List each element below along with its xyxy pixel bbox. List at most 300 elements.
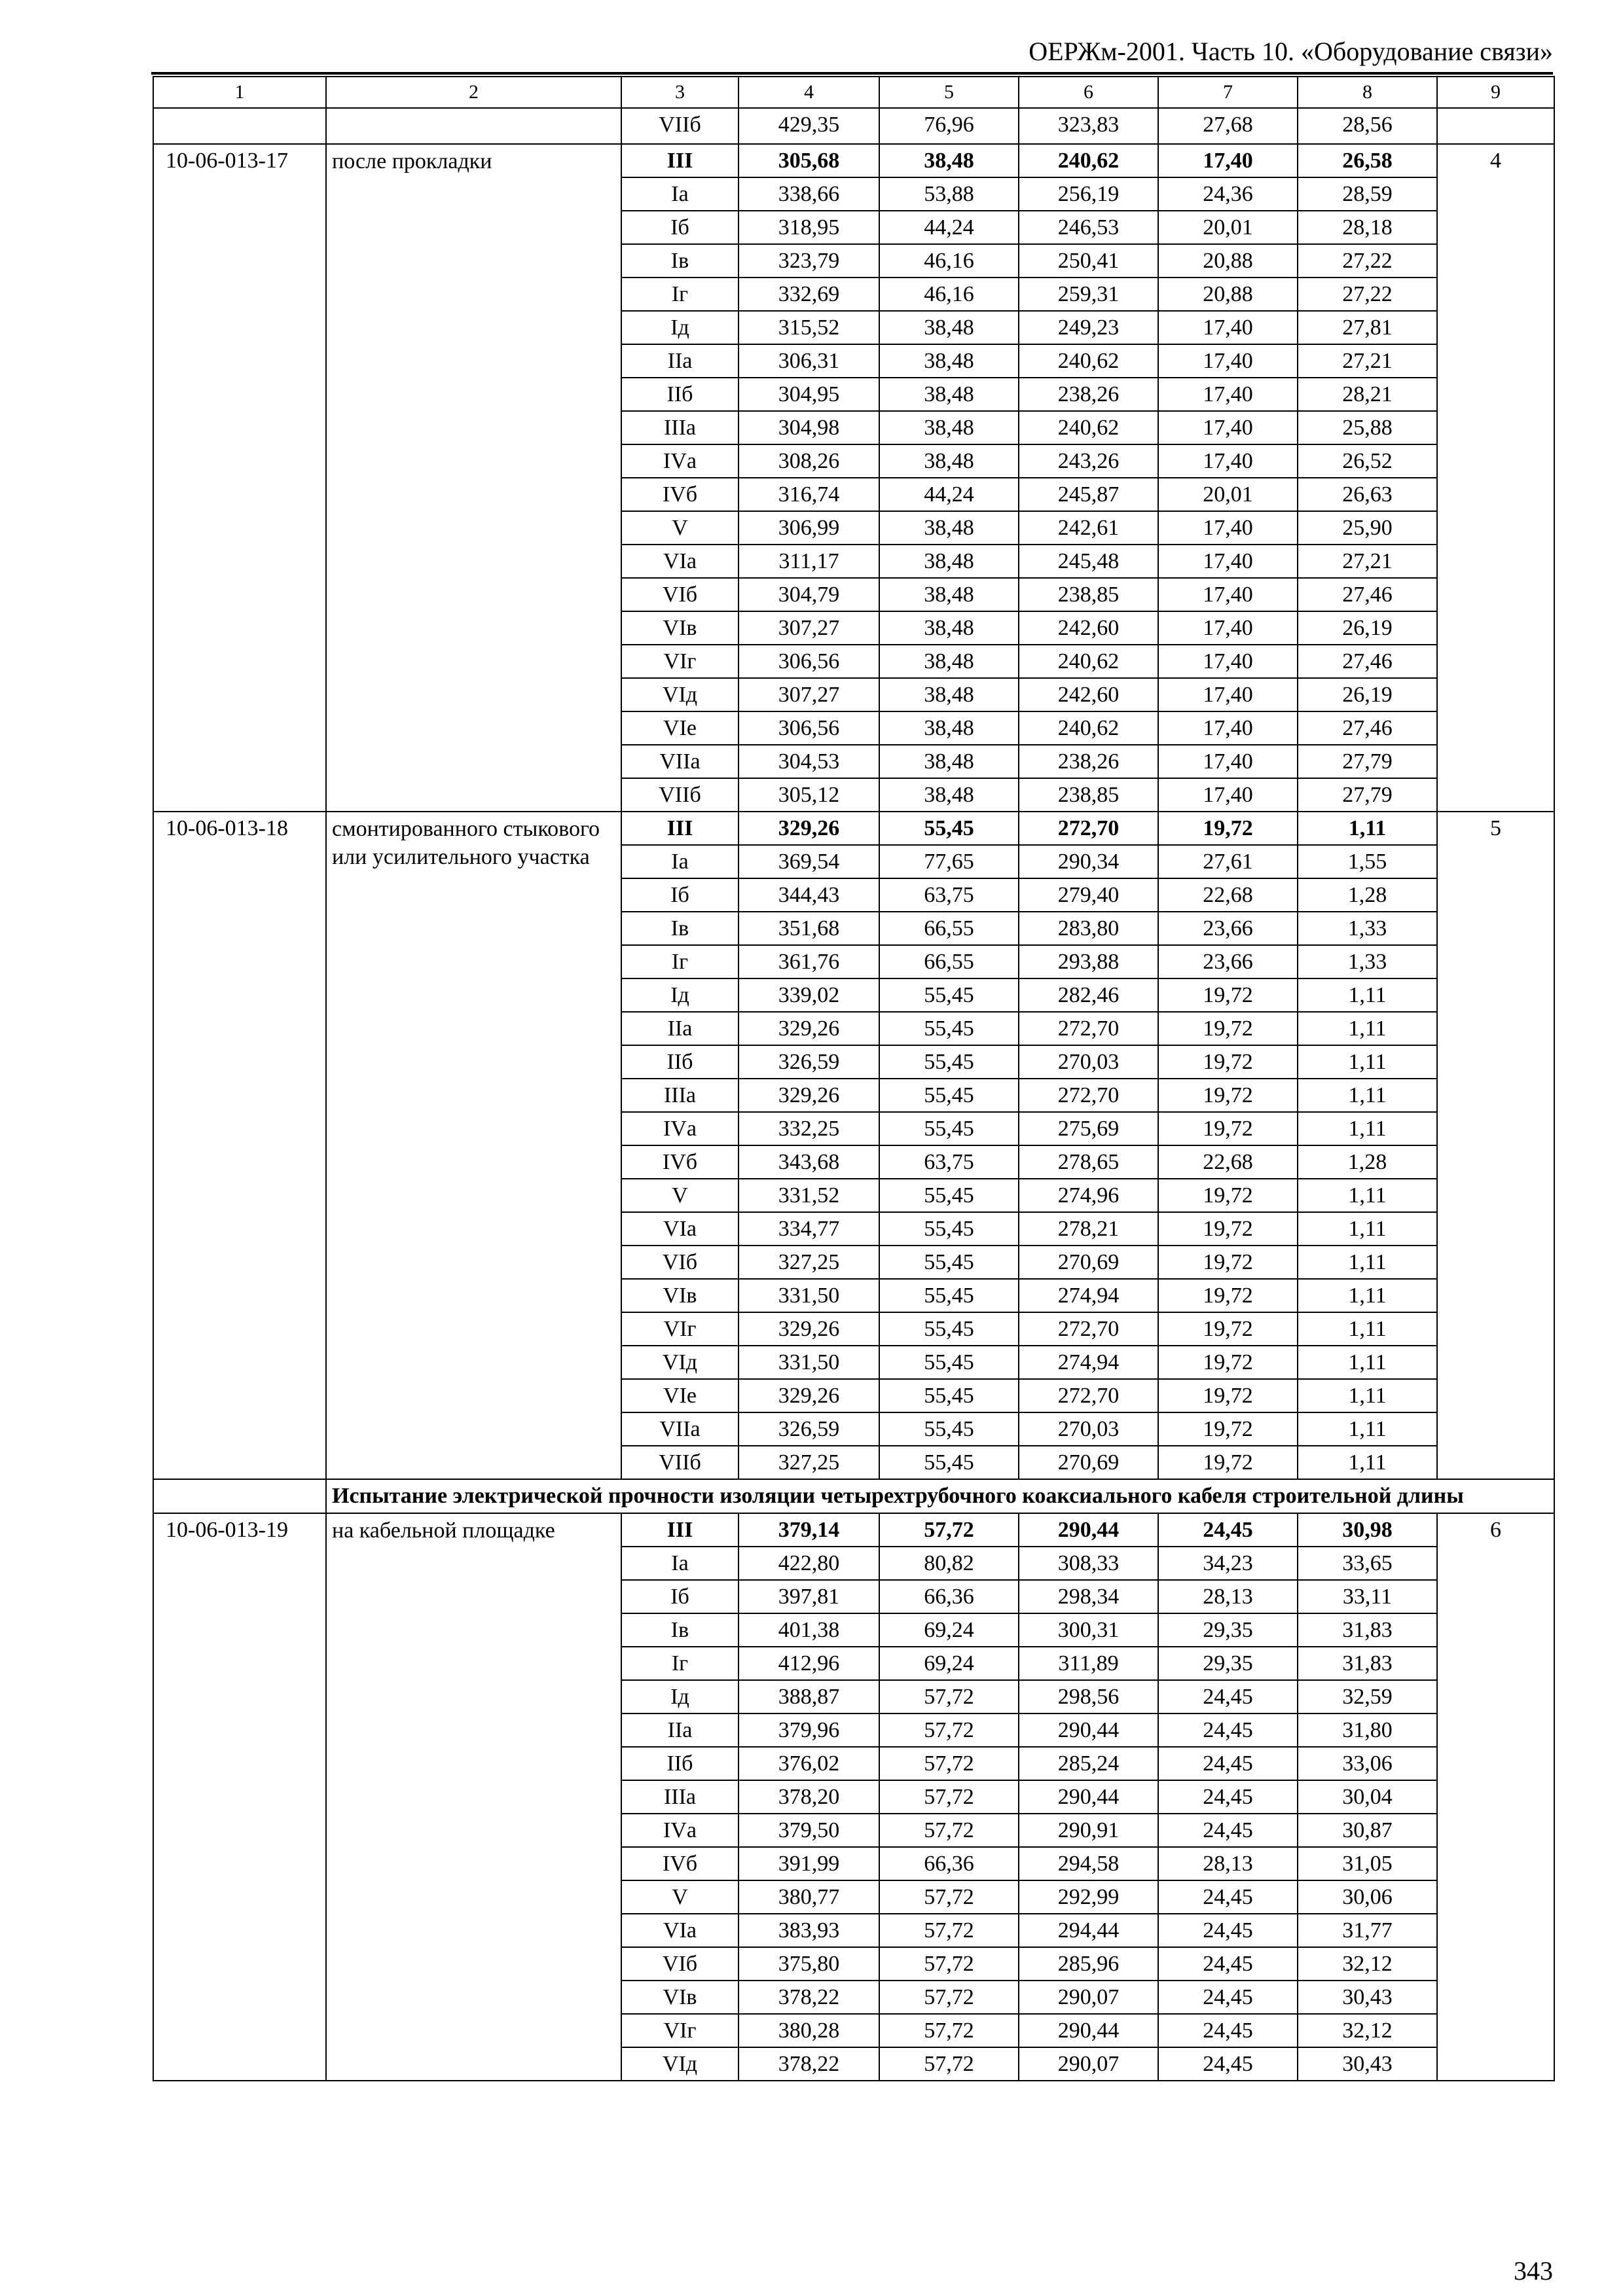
value-cell: 22,68 bbox=[1158, 878, 1298, 912]
region-cell: V bbox=[621, 1179, 739, 1212]
value-cell: 270,69 bbox=[1019, 1246, 1158, 1279]
value-cell: 32,59 bbox=[1298, 1680, 1437, 1713]
value-cell: 26,52 bbox=[1298, 444, 1437, 478]
value-cell: 57,72 bbox=[879, 1513, 1019, 1547]
value-cell: 57,72 bbox=[879, 1981, 1019, 2014]
value-cell: 290,91 bbox=[1019, 1814, 1158, 1847]
value-cell: 57,72 bbox=[879, 1680, 1019, 1713]
value-cell: 57,72 bbox=[879, 2047, 1019, 2081]
region-cell: IIIа bbox=[621, 1079, 739, 1112]
value-cell: 379,50 bbox=[739, 1814, 879, 1847]
region-cell: VIд bbox=[621, 2047, 739, 2081]
value-cell: 19,72 bbox=[1158, 1079, 1298, 1112]
region-cell: IIа bbox=[621, 344, 739, 378]
value-cell: 77,65 bbox=[879, 845, 1019, 878]
value-cell: 38,48 bbox=[879, 745, 1019, 778]
value-cell: 57,72 bbox=[879, 1814, 1019, 1847]
value-cell: 38,48 bbox=[879, 378, 1019, 411]
value-cell: 326,59 bbox=[739, 1045, 879, 1079]
value-cell: 55,45 bbox=[879, 1079, 1019, 1112]
value-cell: 290,07 bbox=[1019, 2047, 1158, 2081]
region-cell: IVб bbox=[621, 478, 739, 511]
region-cell: VIд bbox=[621, 1346, 739, 1379]
value-cell: 293,88 bbox=[1019, 945, 1158, 978]
price-table bbox=[153, 76, 1555, 2081]
value-cell: 22,68 bbox=[1158, 1145, 1298, 1179]
value-cell: 285,24 bbox=[1019, 1747, 1158, 1780]
value-cell: 27,79 bbox=[1298, 778, 1437, 812]
value-cell: 331,50 bbox=[739, 1279, 879, 1312]
value-cell: 429,35 bbox=[739, 108, 879, 144]
region-cell: Iб bbox=[621, 211, 739, 244]
region-cell: IVб bbox=[621, 1145, 739, 1179]
value-cell: 30,43 bbox=[1298, 2047, 1437, 2081]
value-cell: 270,03 bbox=[1019, 1045, 1158, 1079]
region-cell: III bbox=[621, 144, 739, 177]
value-cell: 55,45 bbox=[879, 1446, 1019, 1479]
region-cell: IVа bbox=[621, 1112, 739, 1145]
value-cell: 55,45 bbox=[879, 1112, 1019, 1145]
region-cell: Iд bbox=[621, 978, 739, 1012]
value-cell: 298,56 bbox=[1019, 1680, 1158, 1713]
value-cell: 19,72 bbox=[1158, 812, 1298, 845]
region-cell: VIв bbox=[621, 611, 739, 645]
value-cell: 55,45 bbox=[879, 1012, 1019, 1045]
value-cell: 270,69 bbox=[1019, 1446, 1158, 1479]
value-cell: 1,11 bbox=[1298, 1012, 1437, 1045]
region-cell: IIIа bbox=[621, 1780, 739, 1814]
table-row bbox=[153, 812, 1554, 845]
region-cell: Iб bbox=[621, 1580, 739, 1613]
region-cell: IIб bbox=[621, 378, 739, 411]
region-cell: VIб bbox=[621, 578, 739, 611]
value-cell: 1,11 bbox=[1298, 1346, 1437, 1379]
value-cell: 380,77 bbox=[739, 1880, 879, 1914]
region-cell: VIг bbox=[621, 1312, 739, 1346]
value-cell: 300,31 bbox=[1019, 1613, 1158, 1647]
section-spacer bbox=[153, 1479, 326, 1513]
value-cell: 63,75 bbox=[879, 878, 1019, 912]
value-cell: 270,03 bbox=[1019, 1412, 1158, 1446]
value-cell: 290,34 bbox=[1019, 845, 1158, 878]
page-number: 343 bbox=[1514, 2256, 1553, 2286]
value-cell: 332,69 bbox=[739, 278, 879, 311]
value-cell: 305,68 bbox=[739, 144, 879, 177]
value-cell: 23,66 bbox=[1158, 912, 1298, 945]
value-cell: 28,13 bbox=[1158, 1580, 1298, 1613]
value-cell: 25,90 bbox=[1298, 511, 1437, 545]
value-cell: 1,11 bbox=[1298, 1112, 1437, 1145]
value-cell: 19,72 bbox=[1158, 1179, 1298, 1212]
value-cell: 308,26 bbox=[739, 444, 879, 478]
value-cell: 19,72 bbox=[1158, 1212, 1298, 1246]
value-cell: 55,45 bbox=[879, 1279, 1019, 1312]
value-cell: 327,25 bbox=[739, 1446, 879, 1479]
region-cell: VIIа bbox=[621, 1412, 739, 1446]
region-cell: Iв bbox=[621, 912, 739, 945]
running-header: ОЕРЖм-2001. Часть 10. «Оборудование связи» bbox=[1029, 37, 1553, 66]
region-cell: Iа bbox=[621, 177, 739, 211]
code-cell bbox=[153, 108, 326, 144]
value-cell: 23,66 bbox=[1158, 945, 1298, 978]
value-cell: 1,11 bbox=[1298, 1246, 1437, 1279]
value-cell: 338,66 bbox=[739, 177, 879, 211]
value-cell: 397,81 bbox=[739, 1580, 879, 1613]
value-cell: 323,83 bbox=[1019, 108, 1158, 144]
value-cell: 66,55 bbox=[879, 912, 1019, 945]
value-cell: 298,34 bbox=[1019, 1580, 1158, 1613]
value-cell: 28,13 bbox=[1158, 1847, 1298, 1880]
region-cell: IVа bbox=[621, 444, 739, 478]
region-cell: IIа bbox=[621, 1012, 739, 1045]
value-cell: 55,45 bbox=[879, 1246, 1019, 1279]
value-cell: 238,26 bbox=[1019, 745, 1158, 778]
value-cell: 1,11 bbox=[1298, 1412, 1437, 1446]
value-cell: 378,22 bbox=[739, 1981, 879, 2014]
value-cell: 46,16 bbox=[879, 244, 1019, 278]
value-cell: 44,24 bbox=[879, 478, 1019, 511]
region-cell: IVа bbox=[621, 1814, 739, 1847]
value-cell: 26,19 bbox=[1298, 678, 1437, 711]
value-cell: 304,53 bbox=[739, 745, 879, 778]
value-cell: 28,59 bbox=[1298, 177, 1437, 211]
region-cell: VIIб bbox=[621, 108, 739, 144]
value-cell: 55,45 bbox=[879, 1179, 1019, 1212]
value-cell: 311,17 bbox=[739, 545, 879, 578]
value-cell: 19,72 bbox=[1158, 1346, 1298, 1379]
value-cell: 306,56 bbox=[739, 645, 879, 678]
value-cell: 1,11 bbox=[1298, 1312, 1437, 1346]
value-cell: 323,79 bbox=[739, 244, 879, 278]
value-cell: 388,87 bbox=[739, 1680, 879, 1713]
value-cell: 28,21 bbox=[1298, 378, 1437, 411]
value-cell: 308,33 bbox=[1019, 1547, 1158, 1580]
value-cell: 375,80 bbox=[739, 1947, 879, 1981]
value-cell: 245,48 bbox=[1019, 545, 1158, 578]
name-cell: смонтированного стыкового или усилительного участка bbox=[326, 812, 621, 1479]
value-cell: 31,80 bbox=[1298, 1713, 1437, 1747]
value-cell: 17,40 bbox=[1158, 344, 1298, 378]
value-cell: 240,62 bbox=[1019, 344, 1158, 378]
value-cell: 27,81 bbox=[1298, 311, 1437, 344]
value-cell: 278,65 bbox=[1019, 1145, 1158, 1179]
value-cell: 305,12 bbox=[739, 778, 879, 812]
value-cell: 26,63 bbox=[1298, 478, 1437, 511]
region-cell: VIIб bbox=[621, 1446, 739, 1479]
value-cell: 19,72 bbox=[1158, 978, 1298, 1012]
value-cell: 259,31 bbox=[1019, 278, 1158, 311]
value-cell: 240,62 bbox=[1019, 711, 1158, 745]
value-cell: 27,79 bbox=[1298, 745, 1437, 778]
value-cell: 1,11 bbox=[1298, 1379, 1437, 1412]
value-cell: 17,40 bbox=[1158, 645, 1298, 678]
value-cell: 33,11 bbox=[1298, 1580, 1437, 1613]
value-cell: 76,96 bbox=[879, 108, 1019, 144]
value-cell: 69,24 bbox=[879, 1647, 1019, 1680]
value-cell: 31,83 bbox=[1298, 1613, 1437, 1647]
value-cell: 38,48 bbox=[879, 578, 1019, 611]
value-cell: 272,70 bbox=[1019, 1379, 1158, 1412]
value-cell: 242,60 bbox=[1019, 611, 1158, 645]
value-cell: 19,72 bbox=[1158, 1279, 1298, 1312]
value-cell: 1,11 bbox=[1298, 1279, 1437, 1312]
region-cell: VIIб bbox=[621, 778, 739, 812]
value-cell: 238,85 bbox=[1019, 778, 1158, 812]
value-cell: 274,96 bbox=[1019, 1179, 1158, 1212]
unit-cell: 6 bbox=[1437, 1513, 1554, 2081]
value-cell: 27,21 bbox=[1298, 545, 1437, 578]
value-cell: 391,99 bbox=[739, 1847, 879, 1880]
value-cell: 34,23 bbox=[1158, 1547, 1298, 1580]
value-cell: 24,45 bbox=[1158, 1713, 1298, 1747]
value-cell: 38,48 bbox=[879, 311, 1019, 344]
code-cell: 10-06-013-19 bbox=[153, 1513, 326, 2081]
value-cell: 38,48 bbox=[879, 711, 1019, 745]
value-cell: 307,27 bbox=[739, 678, 879, 711]
region-cell: VIб bbox=[621, 1947, 739, 1981]
value-cell: 19,72 bbox=[1158, 1412, 1298, 1446]
column-number: 3 bbox=[621, 77, 739, 108]
value-cell: 80,82 bbox=[879, 1547, 1019, 1580]
value-cell: 19,72 bbox=[1158, 1012, 1298, 1045]
value-cell: 27,21 bbox=[1298, 344, 1437, 378]
value-cell: 24,45 bbox=[1158, 2047, 1298, 2081]
value-cell: 376,02 bbox=[739, 1747, 879, 1780]
value-cell: 31,77 bbox=[1298, 1914, 1437, 1947]
value-cell: 1,11 bbox=[1298, 1212, 1437, 1246]
value-cell: 329,26 bbox=[739, 812, 879, 845]
value-cell: 344,43 bbox=[739, 878, 879, 912]
value-cell: 55,45 bbox=[879, 1379, 1019, 1412]
value-cell: 17,40 bbox=[1158, 678, 1298, 711]
column-number: 8 bbox=[1298, 77, 1437, 108]
value-cell: 17,40 bbox=[1158, 411, 1298, 444]
value-cell: 32,12 bbox=[1298, 2014, 1437, 2047]
value-cell: 380,28 bbox=[739, 2014, 879, 2047]
value-cell: 351,68 bbox=[739, 912, 879, 945]
region-cell: IIб bbox=[621, 1747, 739, 1780]
value-cell: 279,40 bbox=[1019, 878, 1158, 912]
value-cell: 361,76 bbox=[739, 945, 879, 978]
value-cell: 55,45 bbox=[879, 1412, 1019, 1446]
value-cell: 292,99 bbox=[1019, 1880, 1158, 1914]
value-cell: 26,58 bbox=[1298, 144, 1437, 177]
value-cell: 306,56 bbox=[739, 711, 879, 745]
value-cell: 55,45 bbox=[879, 1212, 1019, 1246]
value-cell: 17,40 bbox=[1158, 611, 1298, 645]
value-cell: 33,65 bbox=[1298, 1547, 1437, 1580]
value-cell: 20,01 bbox=[1158, 478, 1298, 511]
value-cell: 38,48 bbox=[879, 778, 1019, 812]
value-cell: 306,31 bbox=[739, 344, 879, 378]
value-cell: 274,94 bbox=[1019, 1346, 1158, 1379]
code-cell: 10-06-013-17 bbox=[153, 144, 326, 812]
column-number: 2 bbox=[326, 77, 621, 108]
region-cell: VIа bbox=[621, 545, 739, 578]
value-cell: 69,24 bbox=[879, 1613, 1019, 1647]
value-cell: 57,72 bbox=[879, 1747, 1019, 1780]
value-cell: 285,96 bbox=[1019, 1947, 1158, 1981]
value-cell: 246,53 bbox=[1019, 211, 1158, 244]
value-cell: 272,70 bbox=[1019, 1312, 1158, 1346]
value-cell: 242,60 bbox=[1019, 678, 1158, 711]
value-cell: 28,18 bbox=[1298, 211, 1437, 244]
region-cell: Iа bbox=[621, 845, 739, 878]
section-title: Испытание электрической прочности изоляции четырехтрубочного коаксиального кабеля строительной длины bbox=[326, 1479, 1554, 1513]
value-cell: 27,68 bbox=[1158, 108, 1298, 144]
value-cell: 1,28 bbox=[1298, 878, 1437, 912]
value-cell: 28,56 bbox=[1298, 108, 1437, 144]
region-cell: VIв bbox=[621, 1981, 739, 2014]
value-cell: 38,48 bbox=[879, 611, 1019, 645]
value-cell: 55,45 bbox=[879, 812, 1019, 845]
value-cell: 379,14 bbox=[739, 1513, 879, 1547]
value-cell: 38,48 bbox=[879, 678, 1019, 711]
region-cell: IIIа bbox=[621, 411, 739, 444]
value-cell: 1,11 bbox=[1298, 1179, 1437, 1212]
region-cell: VIг bbox=[621, 2014, 739, 2047]
value-cell: 33,06 bbox=[1298, 1747, 1437, 1780]
value-cell: 329,26 bbox=[739, 1079, 879, 1112]
value-cell: 283,80 bbox=[1019, 912, 1158, 945]
value-cell: 17,40 bbox=[1158, 511, 1298, 545]
value-cell: 66,36 bbox=[879, 1580, 1019, 1613]
value-cell: 55,45 bbox=[879, 1312, 1019, 1346]
value-cell: 57,72 bbox=[879, 1880, 1019, 1914]
value-cell: 26,19 bbox=[1298, 611, 1437, 645]
value-cell: 315,52 bbox=[739, 311, 879, 344]
value-cell: 272,70 bbox=[1019, 1079, 1158, 1112]
value-cell: 1,11 bbox=[1298, 1079, 1437, 1112]
value-cell: 19,72 bbox=[1158, 1112, 1298, 1145]
value-cell: 27,46 bbox=[1298, 711, 1437, 745]
value-cell: 38,48 bbox=[879, 545, 1019, 578]
value-cell: 245,87 bbox=[1019, 478, 1158, 511]
value-cell: 19,72 bbox=[1158, 1379, 1298, 1412]
region-cell: V bbox=[621, 1880, 739, 1914]
region-cell: VIг bbox=[621, 645, 739, 678]
value-cell: 30,43 bbox=[1298, 1981, 1437, 2014]
value-cell: 331,52 bbox=[739, 1179, 879, 1212]
value-cell: 38,48 bbox=[879, 411, 1019, 444]
region-cell: V bbox=[621, 511, 739, 545]
value-cell: 369,54 bbox=[739, 845, 879, 878]
value-cell: 290,44 bbox=[1019, 1780, 1158, 1814]
column-number: 9 bbox=[1437, 77, 1554, 108]
value-cell: 1,11 bbox=[1298, 812, 1437, 845]
value-cell: 20,01 bbox=[1158, 211, 1298, 244]
value-cell: 20,88 bbox=[1158, 244, 1298, 278]
value-cell: 334,77 bbox=[739, 1212, 879, 1246]
value-cell: 383,93 bbox=[739, 1914, 879, 1947]
value-cell: 19,72 bbox=[1158, 1045, 1298, 1079]
value-cell: 30,87 bbox=[1298, 1814, 1437, 1847]
value-cell: 27,46 bbox=[1298, 578, 1437, 611]
value-cell: 250,41 bbox=[1019, 244, 1158, 278]
value-cell: 30,98 bbox=[1298, 1513, 1437, 1547]
name-cell: после прокладки bbox=[326, 144, 621, 812]
value-cell: 339,02 bbox=[739, 978, 879, 1012]
region-cell: Iг bbox=[621, 945, 739, 978]
value-cell: 25,88 bbox=[1298, 411, 1437, 444]
value-cell: 290,07 bbox=[1019, 1981, 1158, 2014]
value-cell: 38,48 bbox=[879, 444, 1019, 478]
value-cell: 38,48 bbox=[879, 645, 1019, 678]
section-heading-row bbox=[153, 1479, 1554, 1513]
unit-cell: 4 bbox=[1437, 144, 1554, 812]
value-cell: 238,26 bbox=[1019, 378, 1158, 411]
header-rule bbox=[151, 72, 1553, 75]
value-cell: 379,96 bbox=[739, 1713, 879, 1747]
value-cell: 238,85 bbox=[1019, 578, 1158, 611]
value-cell: 24,45 bbox=[1158, 1513, 1298, 1547]
value-cell: 272,70 bbox=[1019, 812, 1158, 845]
value-cell: 282,46 bbox=[1019, 978, 1158, 1012]
value-cell: 401,38 bbox=[739, 1613, 879, 1647]
value-cell: 66,36 bbox=[879, 1847, 1019, 1880]
value-cell: 38,48 bbox=[879, 144, 1019, 177]
value-cell: 256,19 bbox=[1019, 177, 1158, 211]
value-cell: 27,22 bbox=[1298, 278, 1437, 311]
value-cell: 17,40 bbox=[1158, 778, 1298, 812]
unit-cell bbox=[1437, 108, 1554, 144]
value-cell: 378,22 bbox=[739, 2047, 879, 2081]
table-row bbox=[153, 108, 1554, 144]
value-cell: 326,59 bbox=[739, 1412, 879, 1446]
table-row bbox=[153, 1513, 1554, 1547]
name-cell: на кабельной площадке bbox=[326, 1513, 621, 2081]
value-cell: 57,72 bbox=[879, 1947, 1019, 1981]
value-cell: 27,61 bbox=[1158, 845, 1298, 878]
value-cell: 24,36 bbox=[1158, 177, 1298, 211]
region-cell: Iв bbox=[621, 244, 739, 278]
value-cell: 274,94 bbox=[1019, 1279, 1158, 1312]
value-cell: 57,72 bbox=[879, 1713, 1019, 1747]
value-cell: 304,98 bbox=[739, 411, 879, 444]
value-cell: 1,33 bbox=[1298, 912, 1437, 945]
region-cell: Iг bbox=[621, 1647, 739, 1680]
value-cell: 20,88 bbox=[1158, 278, 1298, 311]
value-cell: 29,35 bbox=[1158, 1647, 1298, 1680]
value-cell: 294,44 bbox=[1019, 1914, 1158, 1947]
column-number: 1 bbox=[153, 77, 326, 108]
value-cell: 24,45 bbox=[1158, 1680, 1298, 1713]
value-cell: 240,62 bbox=[1019, 144, 1158, 177]
value-cell: 329,26 bbox=[739, 1012, 879, 1045]
value-cell: 63,75 bbox=[879, 1145, 1019, 1179]
name-cell bbox=[326, 108, 621, 144]
value-cell: 24,45 bbox=[1158, 1981, 1298, 2014]
value-cell: 412,96 bbox=[739, 1647, 879, 1680]
code-cell: 10-06-013-18 bbox=[153, 812, 326, 1479]
table-body bbox=[153, 77, 1554, 2081]
value-cell: 1,11 bbox=[1298, 1045, 1437, 1079]
value-cell: 24,45 bbox=[1158, 1947, 1298, 1981]
value-cell: 30,06 bbox=[1298, 1880, 1437, 1914]
value-cell: 32,12 bbox=[1298, 1947, 1437, 1981]
value-cell: 242,61 bbox=[1019, 511, 1158, 545]
value-cell: 307,27 bbox=[739, 611, 879, 645]
region-cell: VIIа bbox=[621, 745, 739, 778]
value-cell: 57,72 bbox=[879, 2014, 1019, 2047]
region-cell: Iв bbox=[621, 1613, 739, 1647]
value-cell: 332,25 bbox=[739, 1112, 879, 1145]
value-cell: 311,89 bbox=[1019, 1647, 1158, 1680]
value-cell: 17,40 bbox=[1158, 444, 1298, 478]
value-cell: 27,22 bbox=[1298, 244, 1437, 278]
value-cell: 24,45 bbox=[1158, 1914, 1298, 1947]
value-cell: 294,58 bbox=[1019, 1847, 1158, 1880]
